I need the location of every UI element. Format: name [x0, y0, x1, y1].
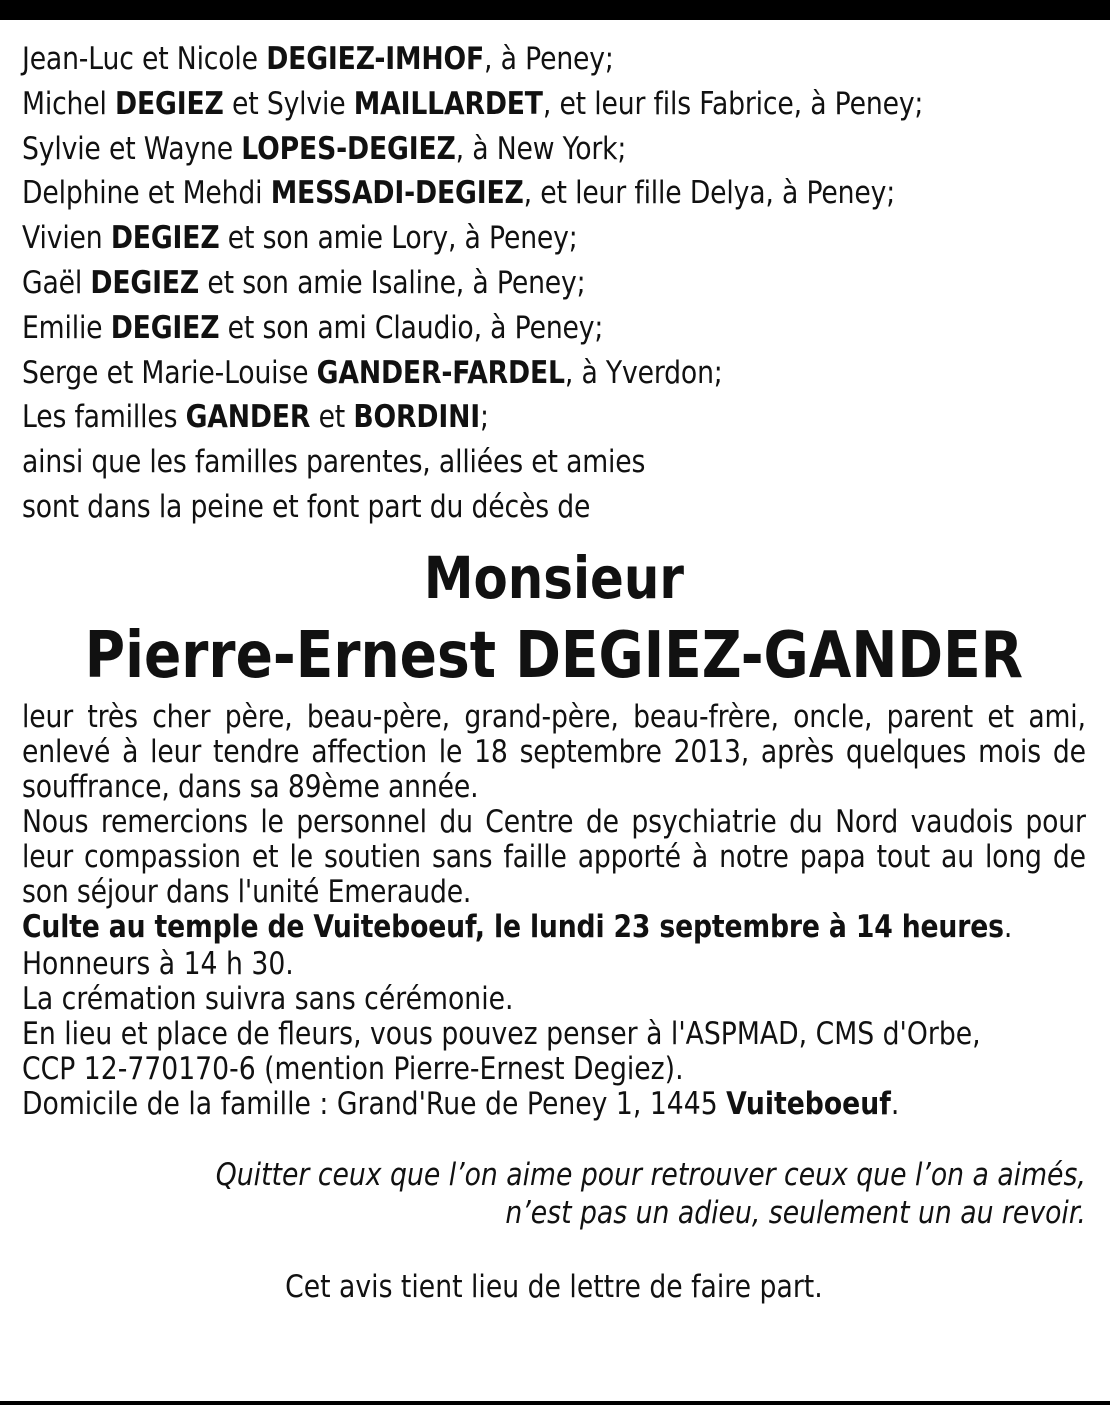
details-line-3: En lieu et place de fleurs, vous pouvez penser à l'ASPMAD, CMS d'Orbe,	[22, 1015, 981, 1052]
family-line-text: Jean-Luc et Nicole	[22, 41, 267, 77]
thanks-paragraph: Nous remercions le personnel du Centre de psychiatrie du Nord vaudois pour leur compassion et le soutien sans faille apporté à notre papa tout au long de son séjour dans l'unité Emeraude.	[22, 803, 1086, 910]
family-surname: DEGIEZ	[110, 220, 220, 257]
family-line-text: , à Peney;	[484, 41, 614, 77]
top-border-rule	[0, 0, 1110, 20]
ceremony-end: .	[1003, 908, 1013, 945]
family-line-2	[22, 82, 1086, 127]
family-line-text: Sylvie et Wayne	[22, 130, 242, 167]
family-surname: DEGIEZ	[90, 264, 200, 301]
family-line-3	[22, 127, 1086, 172]
family-line-8	[22, 351, 1086, 396]
family-line-9	[22, 395, 1086, 440]
family-line-5	[22, 216, 1086, 261]
deceased-name: Pierre-Ernest DEGIEZ-GANDER	[84, 618, 1024, 693]
family-line-text: Gaël	[22, 264, 91, 301]
domicile-line	[22, 1087, 1086, 1122]
family-surname: MESSADI-DEGIEZ	[270, 175, 524, 212]
family-line-4	[22, 171, 1086, 216]
details-line-4: CCP 12-770170-6 (mention Pierre-Ernest Degiez).	[22, 1050, 684, 1087]
family-line-text: et Sylvie	[223, 85, 354, 122]
family-line-text: Vivien	[22, 220, 111, 257]
ceremony-text: Culte au temple de Vuiteboeuf, le lundi 23 septembre à 14 heures	[22, 908, 1004, 945]
intro-line-1: ainsi que les familles parentes, alliées et amies	[22, 444, 646, 481]
family-line-text: et	[310, 399, 354, 436]
family-line-7	[22, 306, 1086, 351]
family-line-text: Les familles	[22, 399, 186, 436]
details-line-1: Honneurs à 14 h 30.	[22, 945, 294, 982]
family-surname: BORDINI	[353, 399, 480, 436]
family-line-text: , et leur fille Delya, à Peney;	[523, 175, 896, 212]
family-surname: DEGIEZ	[110, 309, 220, 346]
tribute-paragraph: leur très cher père, beau-père, grand-père, beau-frère, oncle, parent et ami, enlevé à leur tendre affection le 18 septembre 2013, après quelques mois de souffrance, dans sa 89ème année.	[22, 698, 1086, 805]
family-line-text: ;	[479, 399, 489, 436]
domicile-end: .	[890, 1085, 900, 1122]
family-line-text: Delphine et Mehdi	[22, 175, 271, 212]
family-line-1	[22, 37, 1086, 82]
quote-line-2: n’est pas un adieu, seulement un au revoir.	[505, 1194, 1086, 1231]
ceremony-paragraph	[22, 910, 1086, 945]
family-line-text: Emilie	[22, 309, 111, 346]
intro-line-2: sont dans la peine et font part du décès de	[22, 488, 591, 525]
family-line-text: , à New York;	[455, 130, 627, 167]
bottom-border-rule	[0, 1401, 1110, 1405]
closing-quote	[22, 1156, 1086, 1232]
family-line-text: , à Yverdon;	[564, 354, 723, 391]
deceased-title: Monsieur	[423, 543, 684, 612]
details-line-2: La crémation suivra sans cérémonie.	[22, 980, 514, 1017]
family-surname: GANDER	[185, 399, 311, 436]
family-line-text: , et leur fils Fabrice, à Peney;	[542, 85, 924, 122]
family-surname: MAILLARDET	[353, 85, 543, 122]
family-line-6	[22, 261, 1086, 306]
family-line-text: Michel	[22, 85, 116, 122]
quote-line-1: Quitter ceux que l’on aime pour retrouver ceux que l’on a aimés,	[215, 1156, 1086, 1193]
family-line-text: et son ami Claudio, à Peney;	[219, 309, 604, 346]
domicile-text: Domicile de la famille : Grand'Rue de Peney 1, 1445	[22, 1085, 727, 1122]
family-line-text: et son amie Isaline, à Peney;	[199, 264, 586, 301]
family-surname: DEGIEZ-IMHOF	[266, 41, 485, 77]
family-surname: GANDER-FARDEL	[316, 354, 565, 391]
family-line-text: et son amie Lory, à Peney;	[219, 220, 578, 257]
family-surname: LOPES-DEGIEZ	[241, 130, 456, 167]
notice-footer: Cet avis tient lieu de lettre de faire part.	[285, 1268, 823, 1305]
family-surname: DEGIEZ	[115, 85, 224, 122]
death-notice	[22, 37, 1086, 1306]
domicile-town: Vuiteboeuf	[726, 1085, 891, 1122]
family-line-text: Serge et Marie-Louise	[22, 354, 317, 391]
